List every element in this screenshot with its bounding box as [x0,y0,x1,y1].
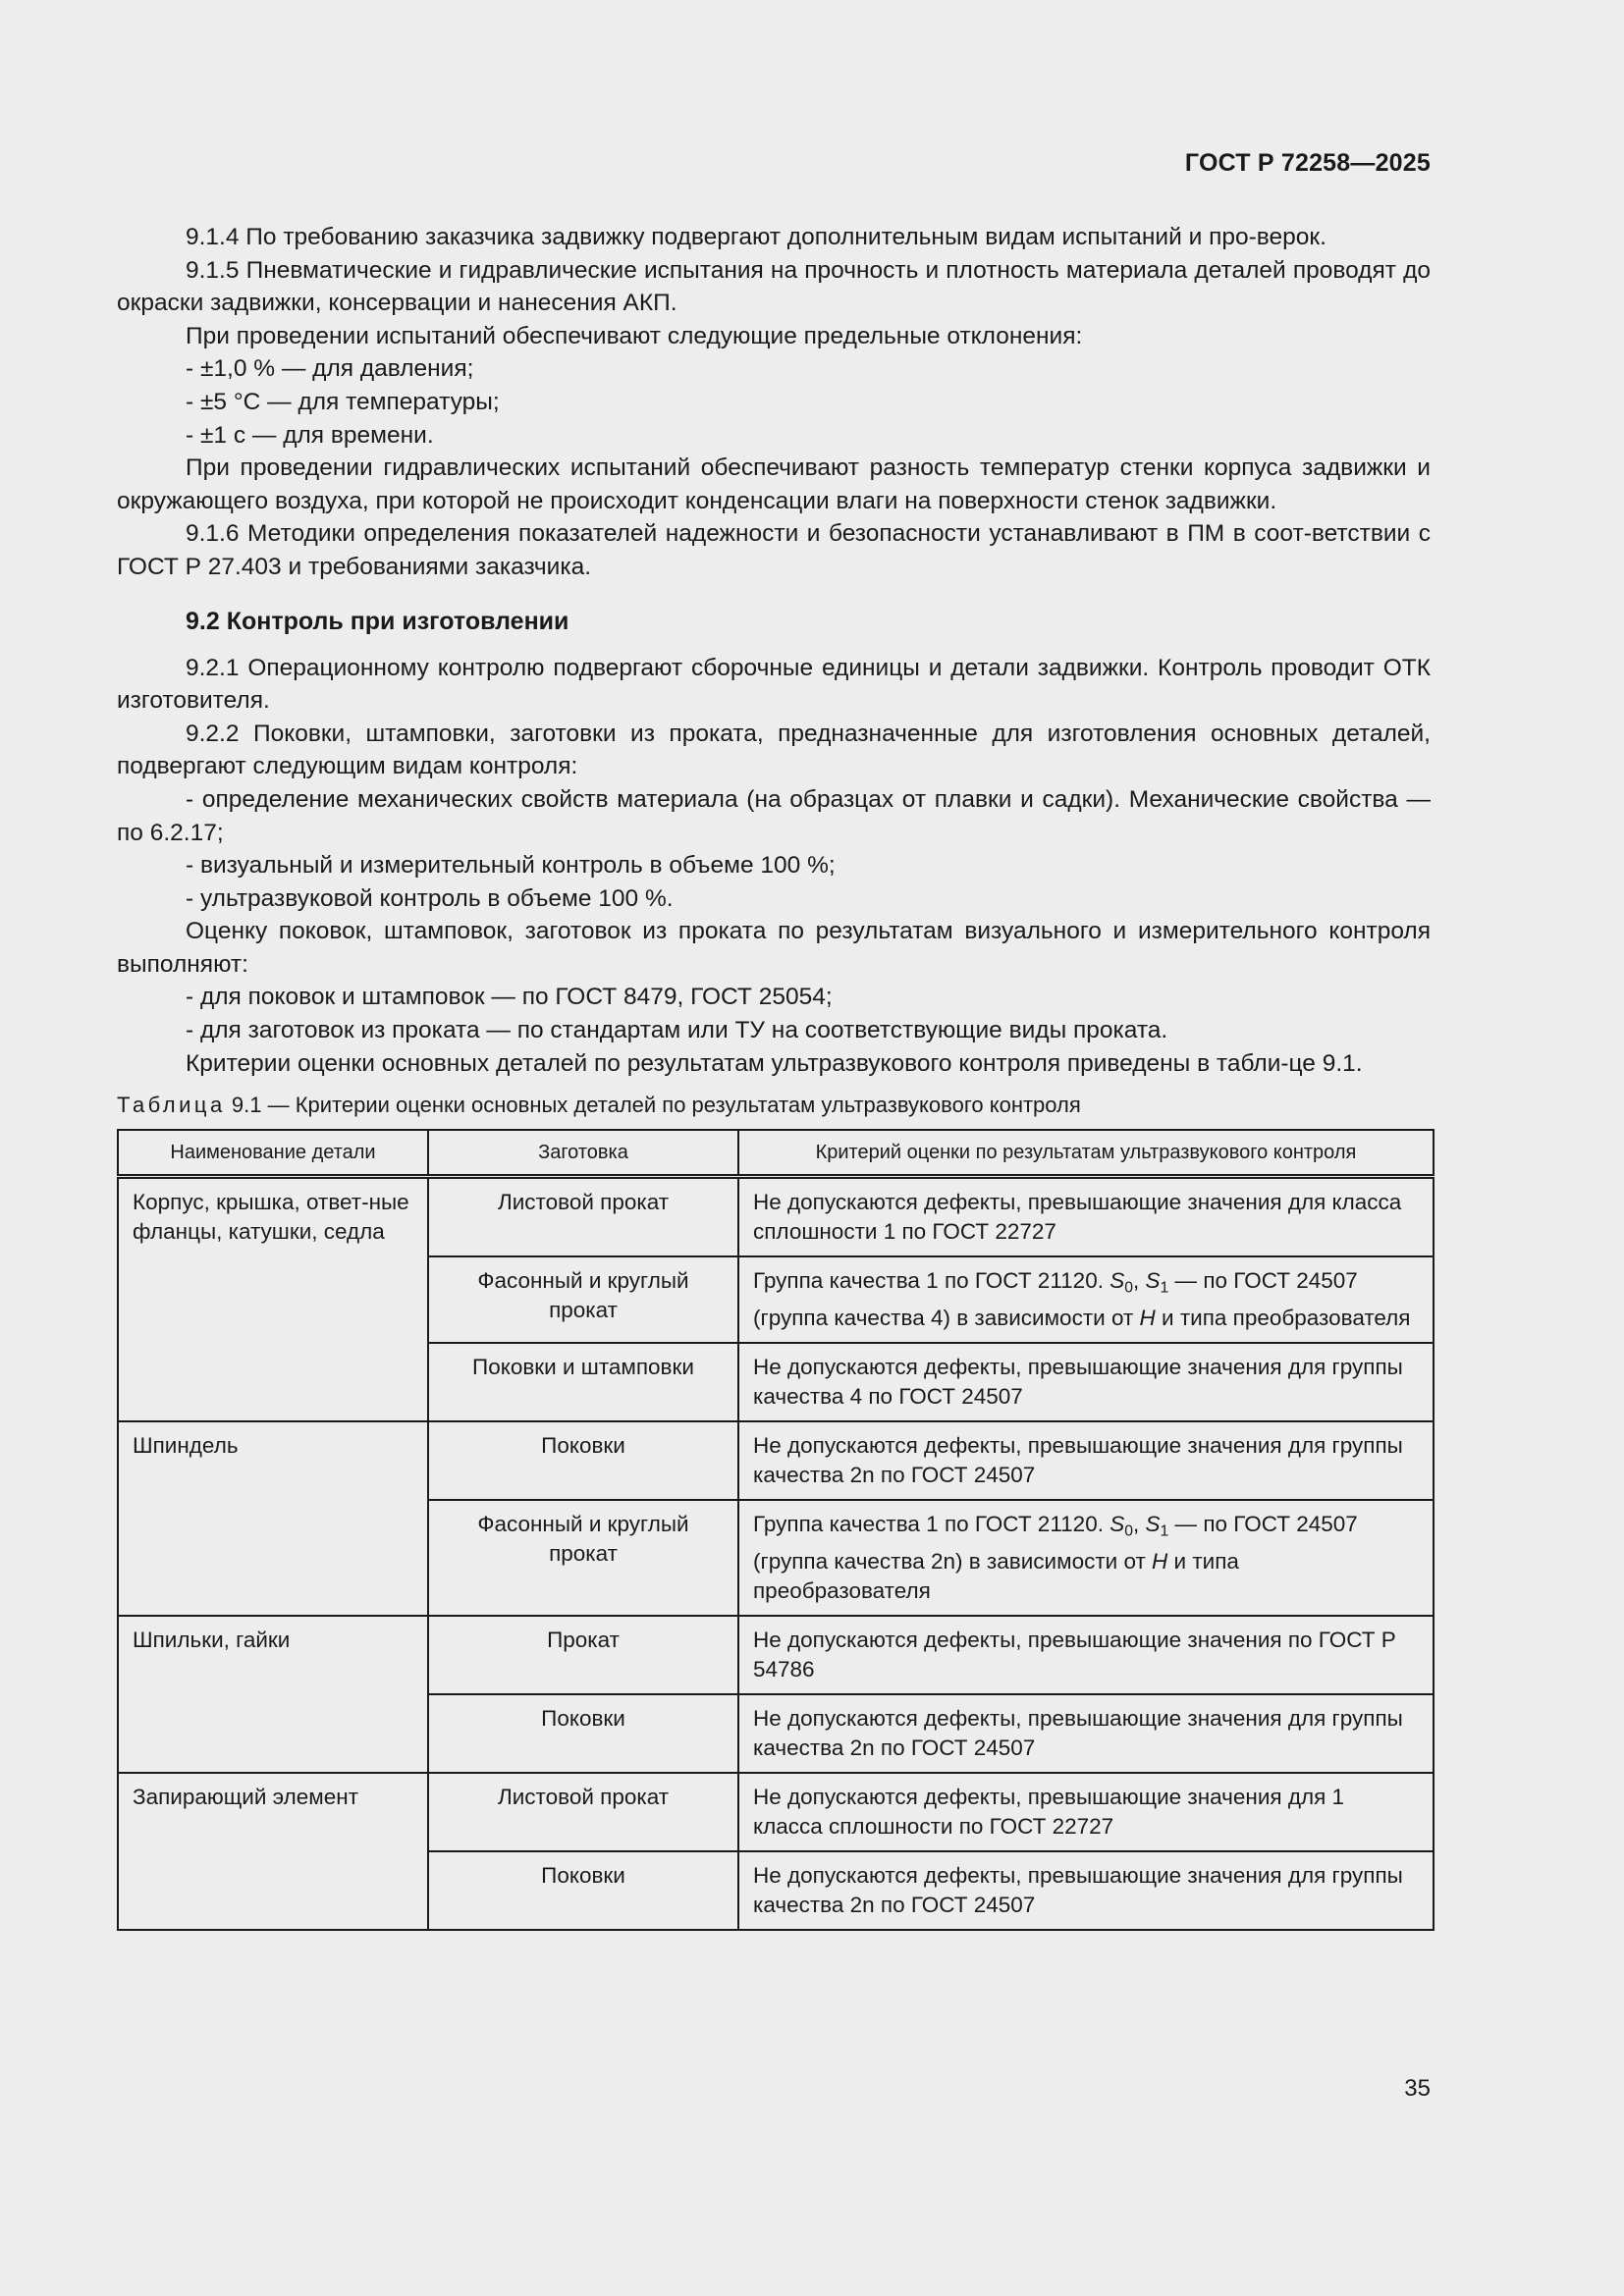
deviation-item: - ±1 с — для времени. [186,421,434,449]
blank-cell: Поковки [428,1694,738,1773]
paragraph-9-1-6: 9.1.6 Методики определения показателей надежности и безопасности устанавливают в ПМ в соот-ветствии с ГОСТ Р 27.403 и требованиями заказчика. [117,520,1431,580]
paragraph-9-2-2: 9.2.2 Поковки, штамповки, заготовки из проката, предназначенные для изготовления основных деталей, подвергают следующим видам контроля: [117,720,1431,780]
criterion-cell: Не допускаются дефекты, превышающие значения для 1 класса сплошности по ГОСТ 22727 [738,1773,1434,1851]
table-caption-text: 9.1 — Критерии оценки основных деталей по результатам ультразвукового контроля [231,1093,1081,1118]
paragraph-9-2-1: 9.2.1 Операционному контролю подвергают сборочные единицы и детали задвижки. Контроль проводит ОТК изготовителя. [117,654,1431,715]
paragraph-9-1-5: 9.1.5 Пневматические и гидравлические испытания на прочность и плотность материала деталей проводят до окраски задвижки, консервации и нанесения АКП. [117,256,1431,317]
evaluation-item: - для заготовок из проката — по стандартам или ТУ на соответствующие виды проката. [186,1017,1168,1044]
criterion-cell: Не допускаются дефекты, превышающие значения по ГОСТ Р 54786 [738,1616,1434,1694]
blank-cell: Листовой прокат [428,1177,738,1257]
blank-cell: Прокат [428,1616,738,1694]
criteria-table [117,1129,1435,1930]
table-caption-word: Таблица [117,1093,226,1118]
criterion-cell: Группа качества 1 по ГОСТ 21120. $S_0$, $S_1$ — по ГОСТ 24507 (группа качества 2n) в зависимости от H и типа преобразователя [738,1500,1434,1616]
column-header: Наименование детали [118,1130,428,1177]
blank-cell: Поковки и штамповки [428,1343,738,1421]
table-caption [117,1092,1431,1119]
control-item: - определение механических свойств материала (на образцах от плавки и садки). Механические свойства — по 6.2.17; [117,785,1431,846]
table-header-row [118,1130,1434,1177]
blank-cell: Поковки [428,1421,738,1500]
part-cell: Запирающий элемент [118,1773,428,1930]
deviation-item: - ±1,0 % — для давления; [186,355,474,383]
part-cell: Шпильки, гайки [118,1616,428,1773]
criterion-cell: Группа качества 1 по ГОСТ 21120. $S_0$, $S_1$ — по ГОСТ 24507 (группа качества 4) в зависимости от H и типа преобразователя [738,1256,1434,1343]
table-row [118,1773,1434,1851]
criterion-cell: Не допускаются дефекты, превышающие значения для группы качества 2n по ГОСТ 24507 [738,1694,1434,1773]
column-header: Критерий оценки по результатам ультразвукового контроля [738,1130,1434,1177]
paragraph-hydraulic: При проведении гидравлических испытаний обеспечивают разность температур стенки корпуса задвижки и окружающего воздуха, при которой не происходит конденсации влаги на поверхности стенок задвижки. [117,454,1431,514]
table-row [118,1177,1434,1257]
table-row [118,1616,1434,1694]
paragraph-deviations-intro: При проведении испытаний обеспечивают следующие предельные отклонения: [186,322,1083,349]
deviation-item: - ±5 °С — для температуры; [186,388,500,415]
evaluation-item: - для поковок и штамповок — по ГОСТ 8479, ГОСТ 25054; [186,984,833,1011]
column-header: Заготовка [428,1130,738,1177]
criterion-cell: Не допускаются дефекты, превышающие значения для класса сплошности 1 по ГОСТ 22727 [738,1177,1434,1257]
part-cell: Корпус, крышка, ответ-ные фланцы, катушки, седла [118,1177,428,1421]
section-title: 9.2 Контроль при изготовлении [186,607,569,635]
criterion-cell: Не допускаются дефекты, превышающие значения для группы качества 4 по ГОСТ 24507 [738,1343,1434,1421]
paragraph-table-ref: Критерии оценки основных деталей по результатам ультразвукового контроля приведены в табли-це 9.1. [186,1049,1363,1077]
blank-cell: Поковки [428,1851,738,1930]
paragraph-9-1-4: 9.1.4 По требованию заказчика задвижку подвергают дополнительным видам испытаний и про-верок. [186,224,1326,250]
page-content [117,221,1431,1931]
part-cell: Шпиндель [118,1421,428,1616]
page-number: 35 [1404,2075,1431,2102]
paragraph-evaluation: Оценку поковок, штамповок, заготовок из проката по результатам визуального и измерительного контроля выполняют: [117,918,1431,978]
table-row [118,1421,1434,1500]
criterion-cell: Не допускаются дефекты, превышающие значения для группы качества 2n по ГОСТ 24507 [738,1851,1434,1930]
blank-cell: Фасонный и круглый прокат [428,1500,738,1616]
document-header: ГОСТ Р 72258—2025 [1184,149,1431,177]
blank-cell: Фасонный и круглый прокат [428,1256,738,1343]
control-item: - визуальный и измерительный контроль в объеме 100 %; [186,852,836,880]
control-item: - ультразвуковой контроль в объеме 100 %. [186,884,674,912]
criterion-cell: Не допускаются дефекты, превышающие значения для группы качества 2n по ГОСТ 24507 [738,1421,1434,1500]
blank-cell: Листовой прокат [428,1773,738,1851]
